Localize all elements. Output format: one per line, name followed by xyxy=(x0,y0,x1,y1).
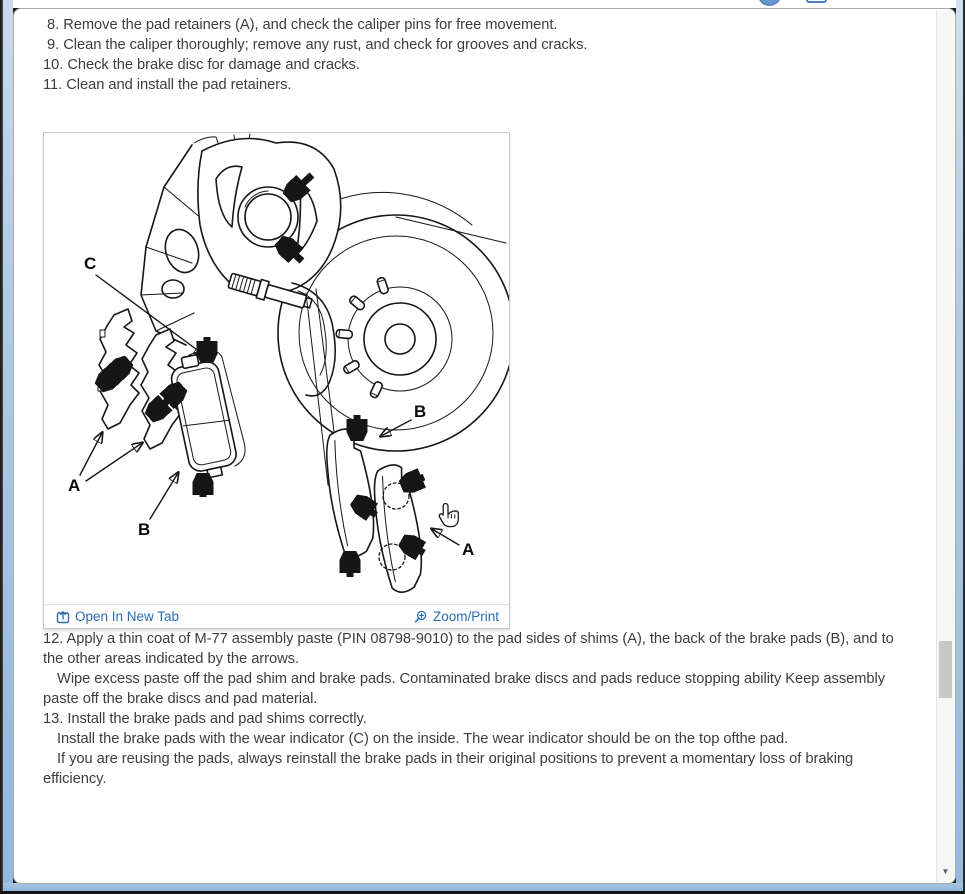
step-item xyxy=(43,629,911,709)
figure-footer xyxy=(44,604,509,628)
open-in-new-tab-link[interactable] xyxy=(56,605,179,628)
chat-icon[interactable] xyxy=(806,0,827,3)
step-item xyxy=(43,75,911,95)
callout-c: C xyxy=(84,254,97,273)
figure-box xyxy=(43,132,510,629)
step-item xyxy=(43,15,911,35)
step-item xyxy=(43,55,911,75)
step-number: 11. xyxy=(43,77,63,93)
user-circle-icon[interactable] xyxy=(758,0,781,6)
document-content xyxy=(14,9,955,883)
step-number: 8. xyxy=(47,17,60,33)
step-text: Clean the caliper thoroughly; remove any rust, and check for grooves and cracks. xyxy=(63,37,588,53)
step-text: Clean and install the pad retainers. xyxy=(66,77,292,93)
vertical-scrollbar[interactable] xyxy=(936,10,954,882)
step-item xyxy=(43,709,911,789)
step-number: 10. xyxy=(43,57,64,73)
open-in-new-tab-icon xyxy=(56,610,70,624)
step-text: Remove the pad retainers (A), and check the caliper pins for free movement. xyxy=(63,17,558,33)
callout-a-right: A xyxy=(462,540,475,559)
zoom-in-icon xyxy=(414,610,428,624)
window-frame-right xyxy=(956,0,963,891)
chevron-down-icon: ▼ xyxy=(941,867,950,876)
toolbar-strip xyxy=(13,0,956,8)
window-frame-left xyxy=(3,0,13,891)
center-brake-pad-group xyxy=(167,346,250,481)
scrollbar-down-button[interactable] xyxy=(937,864,954,880)
step-text: Check the brake disc for damage and cracks. xyxy=(67,57,360,73)
document-panel xyxy=(13,8,956,884)
step-number: 13. xyxy=(43,711,64,727)
step-text: Install the brake pads and pad shims correctly. xyxy=(67,711,367,727)
callout-a-left: A xyxy=(68,476,81,495)
zoom-print-label: Zoom/Print xyxy=(432,609,499,624)
window-frame-bottom xyxy=(3,883,963,891)
step-number: 9. xyxy=(47,37,60,53)
step-number: 12. xyxy=(43,631,64,647)
callout-b-right: B xyxy=(414,402,427,421)
step-note: Install the brake pads with the wear indicator (C) on the inside. The wear indicator should be on the top ofthe pad. xyxy=(57,731,789,747)
step-note: Wipe excess paste off the pad shim and brake pads. Contaminated brake discs and pads reduce stopping ability Keep assembly paste off the brake discs and pad material. xyxy=(43,671,886,707)
brake-pads-exploded-diagram xyxy=(44,133,509,604)
zoom-print-link[interactable] xyxy=(414,605,499,628)
open-in-new-tab-label: Open In New Tab xyxy=(75,609,180,624)
step-note: If you are reusing the pads, always reinstall the brake pads in their original positions to prevent a momentary loss of braking efficiency. xyxy=(43,751,854,787)
step-item xyxy=(43,35,911,55)
step-text: Apply a thin coat of M-77 assembly paste (PIN 08798-9010) to the pad sides of shims (A), the back of the brake pads (B), and to the other areas indicated by the arrows. xyxy=(43,631,894,667)
callout-b-left: B xyxy=(138,520,151,539)
window-edge-left xyxy=(0,0,3,894)
scrollbar-thumb[interactable] xyxy=(939,641,952,698)
